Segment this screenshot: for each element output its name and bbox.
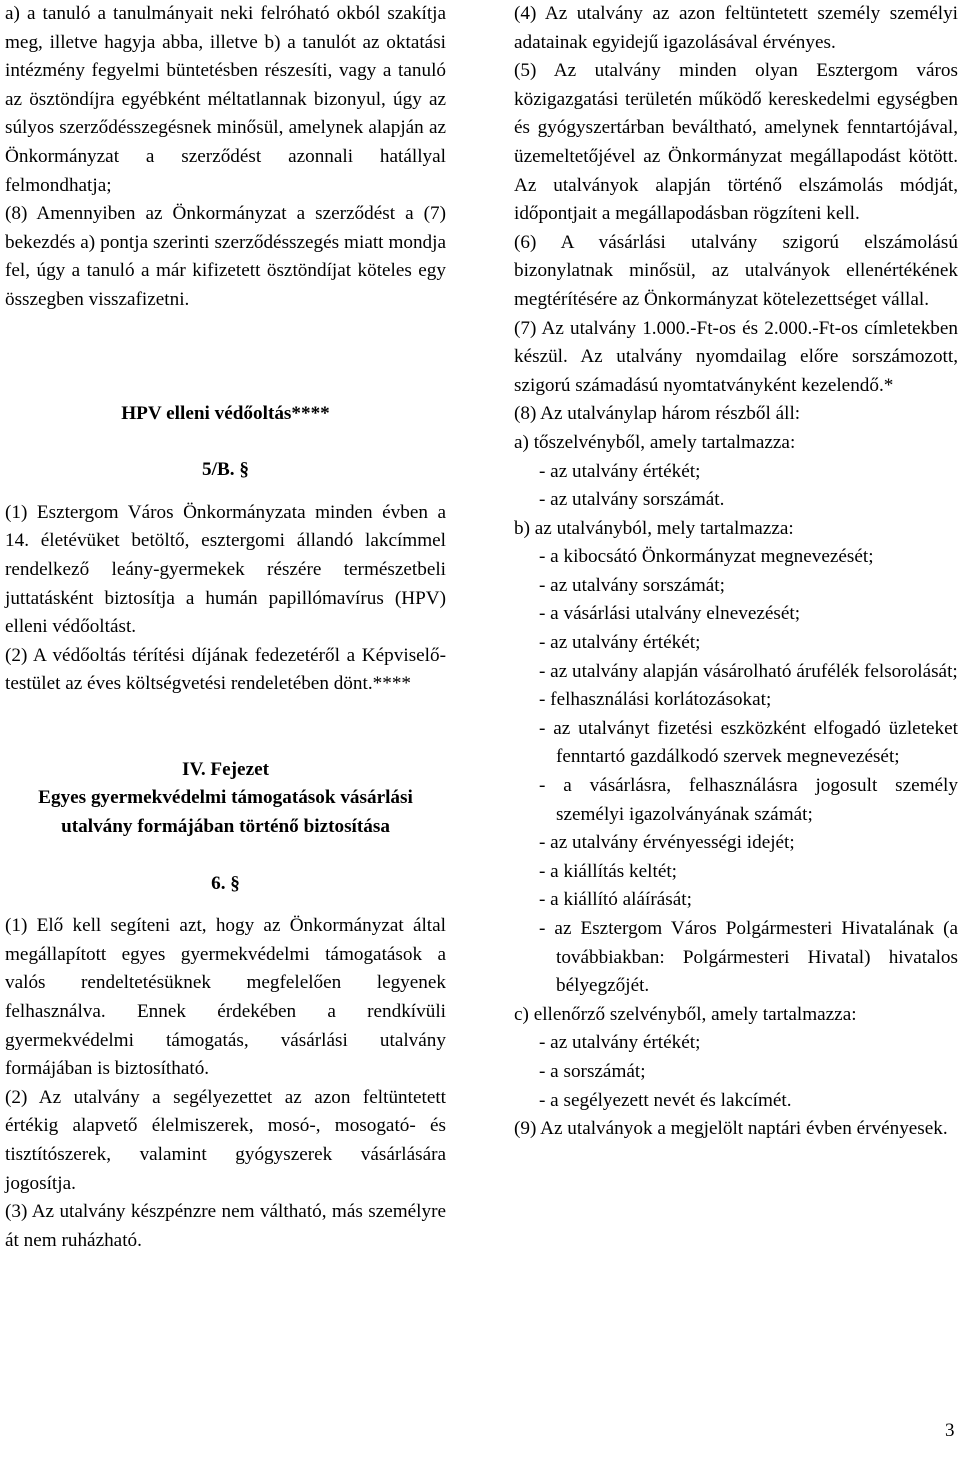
paragraph-6-5: (5) Az utalvány minden olyan Esztergom város közigazgatási területén működő kereskedelmi egységben és gyógyszertárban beváltható, amelynek fenntartójával, üzemeltetőjével az Önkormányzat megállapodást kötött. Az utalványok alapján történő elszámolás módját, időpontjait a megállapodásban rögzíteni kell. (514, 60, 958, 225)
paragraph-6-1: (1) Elő kell segíteni azt, hogy az Önkormányzat által megállapított egyes gyermekvédelmi támogatások a valós rendeltetésüknek megfelelően legyenek felhasználva. Ennek érdekében a rendkívüli gyermekvédelmi támogatás, vásárlási utalvány formájában is biztosítható. (5, 915, 446, 1080)
list-item: - felhasználási korlátozásokat; (539, 689, 772, 711)
list-item: - az Esztergom Város Polgármesteri Hivatalának (a továbbiakban: Polgármesteri Hivatal) hivatalos bélyegzőjét. (539, 918, 958, 997)
paragraph-6-8: (8) Az utalványlap három részből áll: (514, 403, 801, 425)
list-item: - az utalvány értékét; (539, 460, 701, 482)
list-item: - a kiállítás keltét; (539, 860, 677, 882)
paragraph-6-2: (2) Az utalvány a segélyezettet az azon feltüntetett értékig alapvető élelmiszerek, mosó-, mosogató- és tisztítószerek, valamint gyógyszerek vásárlására jogosítja. (5, 1086, 446, 1194)
section-number-5b: 5/B. § (202, 459, 249, 481)
paragraph-6-4: (4) Az utalvány az azon feltüntetett személy személyi adatainak egyidejű igazolásával érvényes. (514, 3, 958, 53)
list-a-heading: a) tőszelvényből, amely tartalmazza: (514, 431, 796, 453)
section-title-hpv: HPV elleni védőoltás**** (121, 402, 330, 424)
chapter-heading: IV. Fejezet (181, 758, 269, 780)
paragraph-6-7: (7) Az utalvány 1.000.-Ft-os és 2.000.-Ft-os címletekben készül. Az utalvány nyomdailag előre sorszámozott, szigorú számadású nyomtatványként kezelendő.* (514, 317, 958, 396)
list-item: - a segélyezett nevét és lakcímét. (539, 1089, 792, 1111)
list-item: - a kibocsátó Önkormányzat megnevezését; (539, 546, 874, 568)
list-item: - a vásárlásra, felhasználásra jogosult személy személyi igazolványának számát; (539, 775, 958, 825)
list-item: - a vásárlási utalvány elnevezését; (539, 603, 801, 625)
list-item: - az utalvány alapján vásárolható árufélék felsorolását; (539, 660, 958, 682)
list-b-heading: b) az utalványból, mely tartalmazza: (514, 517, 794, 539)
chapter-title: Egyes gyermekvédelmi támogatások vásárlási utalvány formájában történő biztosítása (38, 787, 413, 838)
paragraph-hpv-1: (1) Esztergom Város Önkormányzata minden évben a 14. életévüket betöltő, esztergomi állandó lakcímmel rendelkező leány-gyermekek részére természetbeli juttatásként biztosítja a humán papillómavírus (HPV) elleni védőoltást. (5, 501, 446, 638)
page-number: 3 (945, 1420, 955, 1441)
left-column (5, 0, 446, 1255)
paragraph-6-6: (6) A vásárlási utalvány szigorú elszámolású bizonylatnak minősül, az utalványok ellenértékének megtérítésére az Önkormányzat kötelezettséget vállal. (514, 231, 958, 310)
list-item: - a sorszámát; (539, 1060, 646, 1082)
paragraph-hpv-2: (2) A védőoltás térítési díjának fedezetéről a Képviselő-testület az éves költségvetési rendeletében dönt.**** (5, 644, 446, 695)
list-item: - az utalvány érvényességi idejét; (539, 832, 795, 854)
list-item: - az utalvány értékét; (539, 632, 701, 654)
section-number-6: 6. § (211, 872, 240, 894)
right-column (514, 0, 958, 1144)
list-item: - az utalvány értékét; (539, 1032, 701, 1054)
list-c-heading: c) ellenőrző szelvényből, amely tartalmazza: (514, 1003, 857, 1025)
list-item: - az utalványt fizetési eszközként elfogadó üzleteket fenntartó gazdálkodó szervek megnevezését; (539, 717, 958, 768)
paragraph-6-3: (3) Az utalvány készpénzre nem váltható, más személyre át nem ruházható. (5, 1201, 446, 1251)
list-item: - az utalvány sorszámát; (539, 574, 725, 596)
paragraph-termination-conditions: a) a tanuló a tanulmányait neki felróható okból szakítja meg, illetve hagyja abba, illetve b) a tanulót az oktatási intézmény fegyelmi büntetésben részesíti, vagy a tanuló az ösztöndíjra egyébként méltatlannak bizonyul, úgy az súlyos szerződésszegésnek minősül, amelynek alapján az Önkormányzat a szerződést azonnali hatállyal felmondhatja; (5, 3, 446, 196)
list-item: - az utalvány sorszámát. (539, 489, 725, 511)
paragraph-6-9: (9) Az utalványok a megjelölt naptári évben érvényesek. (514, 1118, 948, 1140)
paragraph-8-repayment: (8) Amennyiben az Önkormányzat a szerződést a (7) bekezdés a) pontja szerinti szerződésszegés miatt mondja fel, úgy a tanuló a már kifizetett ösztöndíjat köteles egy összegben visszafizetni. (5, 203, 446, 310)
list-item: - a kiállító aláírását; (539, 889, 692, 911)
